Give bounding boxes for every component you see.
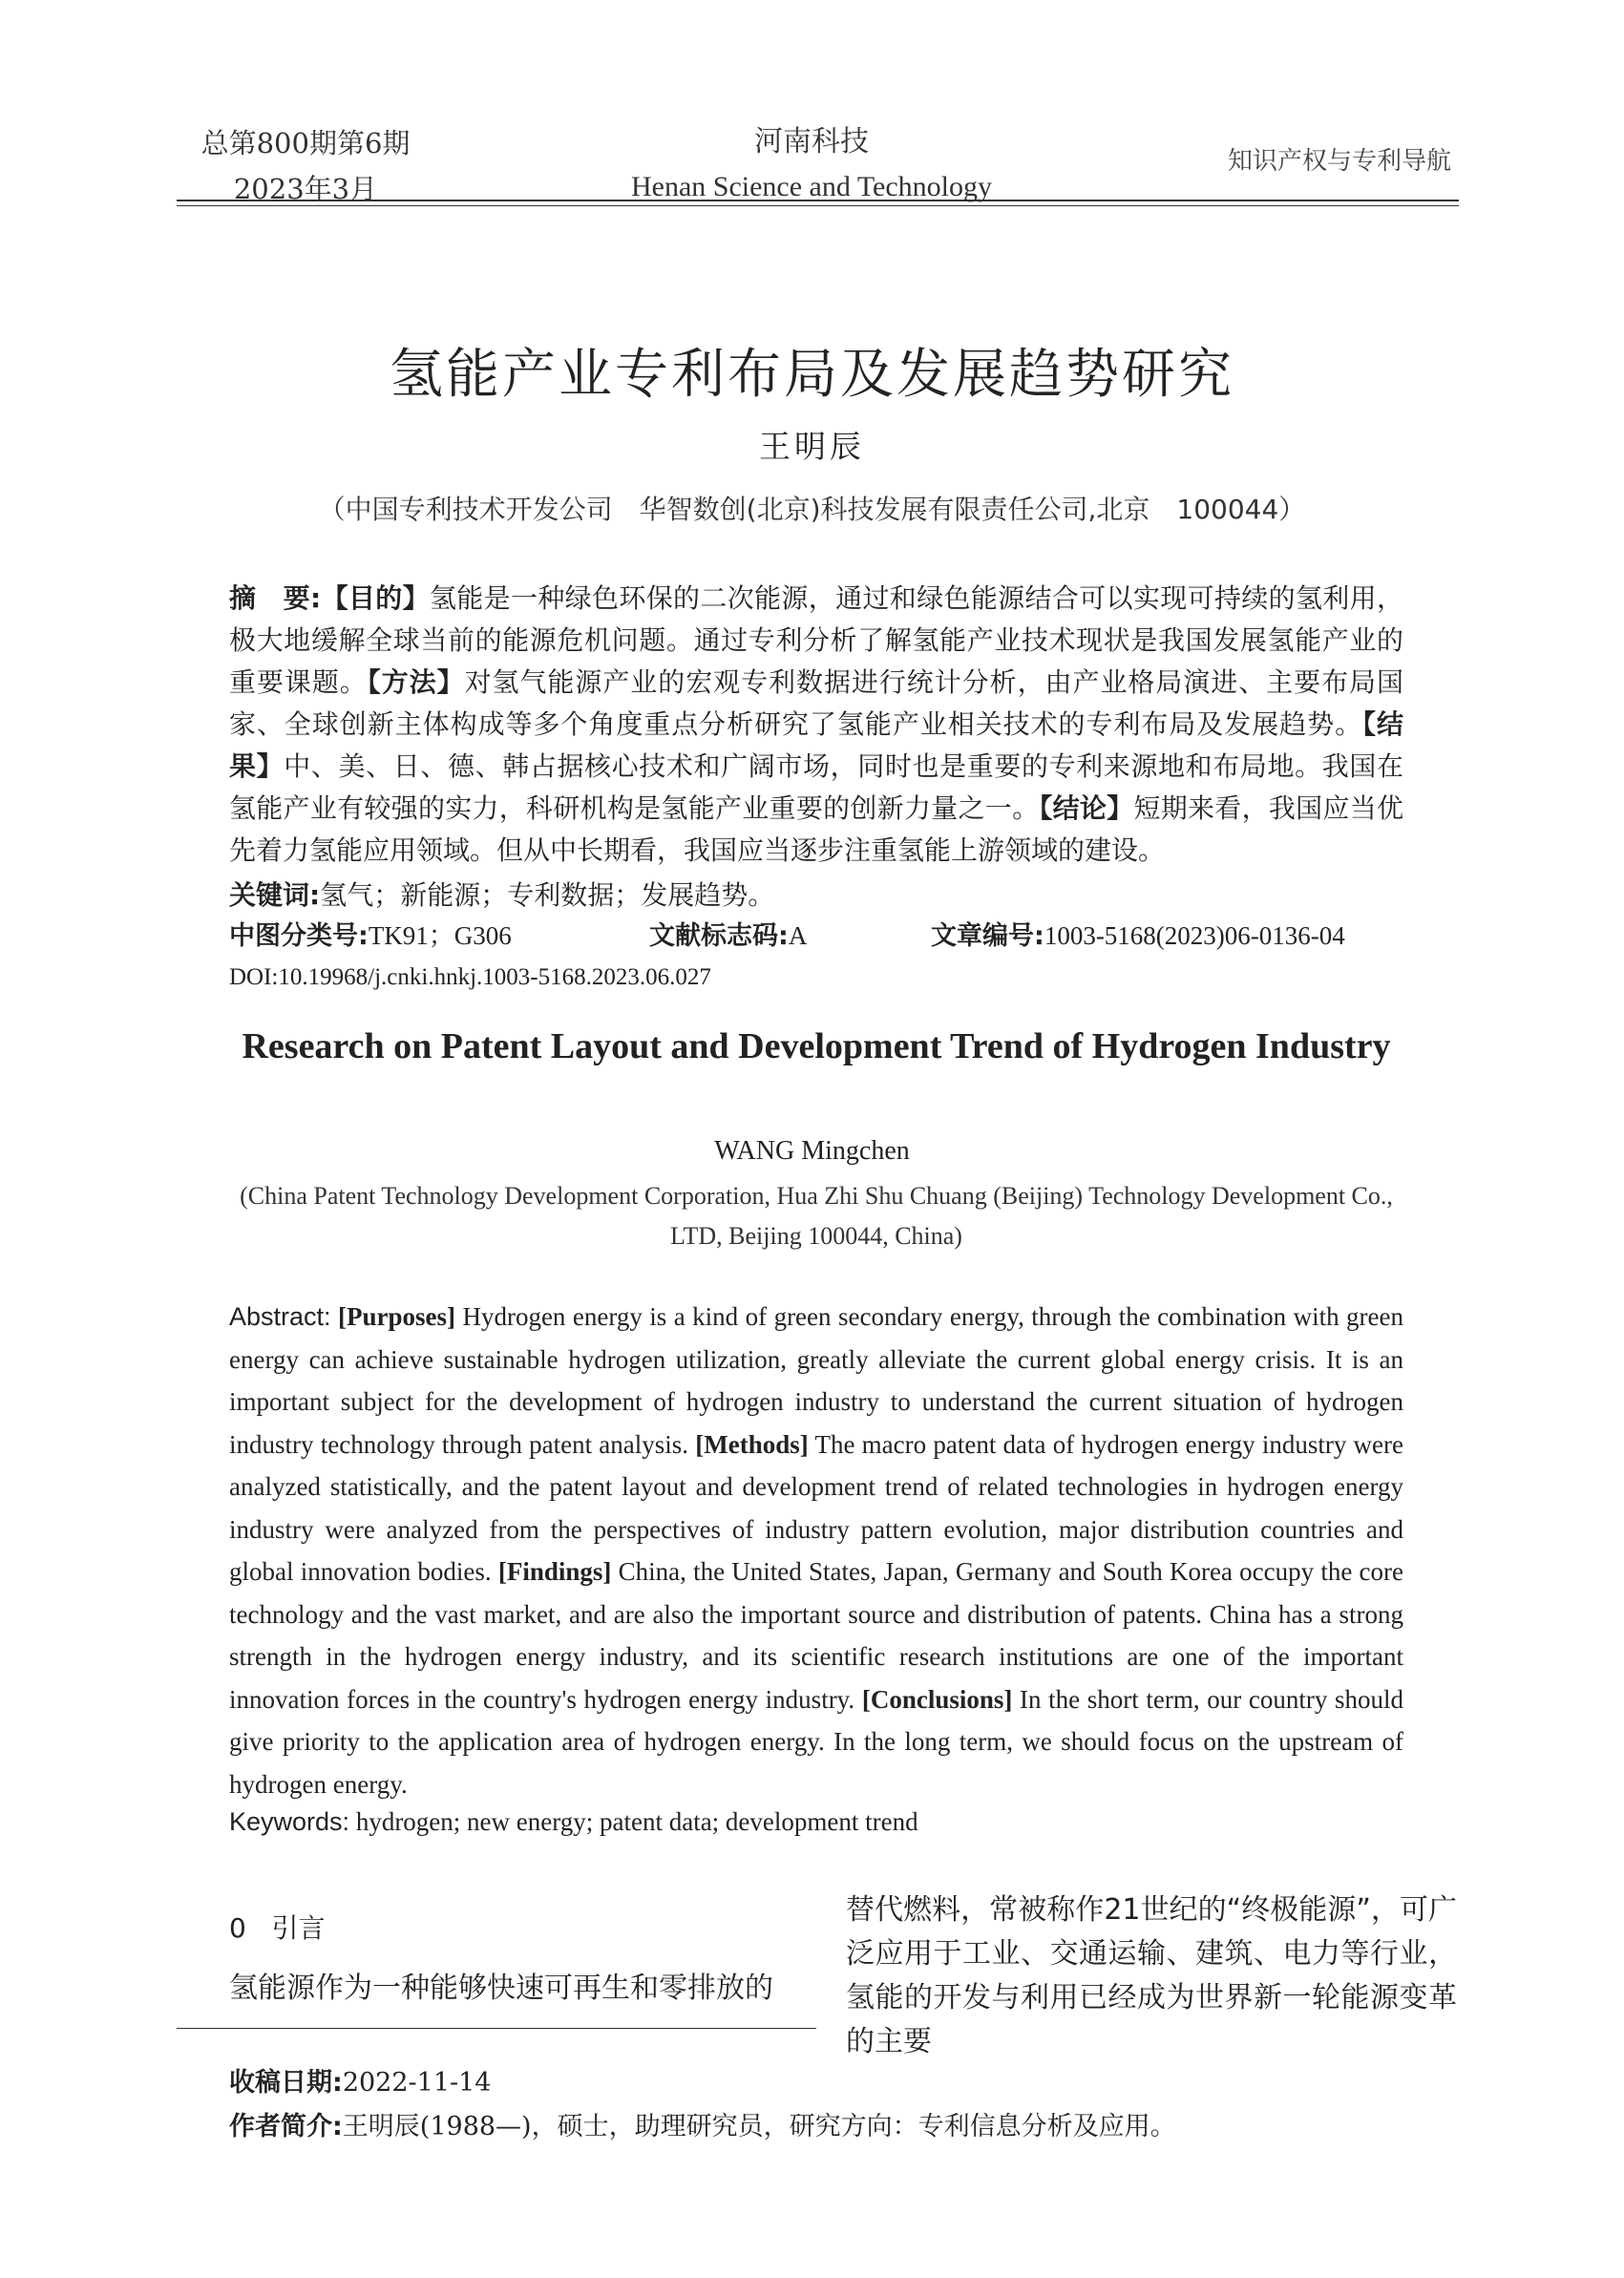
keywords-cn <box>229 876 1403 915</box>
received-value: 2022-11-14 <box>342 2068 492 2098</box>
author-bio-label: 作者简介: <box>229 2112 343 2141</box>
header-rule-thick <box>177 200 1459 201</box>
classification-row <box>229 917 1413 956</box>
issue-info <box>191 120 420 212</box>
author-bio <box>229 2106 1176 2148</box>
doc-code-label: 文献标志码: <box>649 921 789 951</box>
conclusions-label-en: [Conclusions] <box>861 1684 1013 1714</box>
keywords-cn-label: 关键词: <box>229 879 321 911</box>
method-label-cn: 【方法】 <box>367 666 465 698</box>
affiliation-en: (China Patent Technology Development Corporation, Hua Zhi Shu Chuang (Beijing) Technology Development Co., LTD, Beijing 100044, China) <box>240 1182 1393 1250</box>
abstract-en <box>229 1296 1403 1805</box>
doc-code-field <box>649 917 931 956</box>
purposes-text-en: Hydrogen energy is a kind of green secondary energy, through the combination with green energy can achieve sustainable hydrogen utilization, greatly alleviate the current global energy crisis. It is an important subject for the development of hydrogen industry to understand the current situation of hydrogen industry technology through patent analysis. <box>229 1302 1403 1459</box>
body-column-right: 替代燃料，常被称作21世纪的“终极能源”，可广泛应用于工业、交通运输、建筑、电力等行业，氢能的开发与利用已经成为世界新一轮能源变革的主要 <box>846 1893 1457 2058</box>
received-date <box>229 2062 491 2104</box>
result-text-cn: 中、美、日、德、韩占据核心技术和广阔市场，同时也是重要的专利来源地和布局地。我国在氢能产业有较强的实力，科研机构是氢能产业重要的创新力量之一。 <box>229 750 1403 824</box>
author-bio-text: 王明辰(1988—)，硕士，助理研究员，研究方向：专利信息分析及应用。 <box>342 2112 1176 2141</box>
author-name-cn: 王明辰 <box>759 428 865 465</box>
keywords-cn-text: 氢气；新能源；专利数据；发展趋势。 <box>320 879 775 911</box>
paper-title-cn: 氢能产业专利布局及发展趋势研究 <box>390 344 1234 406</box>
conclusions-text-en: In the short term, our country should give priority to the application area of hydrogen energy. In the long term, we should focus on the upstream of hydrogen energy. <box>229 1684 1403 1799</box>
section-heading <box>229 1908 326 1946</box>
body-column-left: 氢能源作为一种能够快速可再生和零排放的 <box>229 1972 773 2005</box>
article-number-field <box>931 921 1345 950</box>
methods-label-en: [Methods] <box>695 1429 809 1459</box>
article-number-label: 文章编号: <box>931 921 1044 951</box>
journal-name <box>563 120 1060 210</box>
abstract-en-label: Abstract: <box>229 1302 331 1331</box>
clc-field <box>229 917 649 956</box>
journal-name-cn: 河南科技 <box>754 125 869 158</box>
conclusion-label-cn: 【结论】 <box>1039 792 1134 824</box>
article-number-value: 1003-5168(2023)06-0136-04 <box>1044 921 1345 950</box>
clc-value: TK91；G306 <box>368 921 512 950</box>
findings-label-en: [Findings] <box>497 1557 612 1586</box>
journal-name-en: Henan Science and Technology <box>630 171 993 202</box>
keywords-en-label: Keywords: <box>229 1807 350 1836</box>
header-rule-thin <box>177 205 1459 206</box>
result-label-cn: 【结果】 <box>229 708 1403 782</box>
keywords-en <box>229 1803 1403 1841</box>
purpose-text-cn: 氢能是一种绿色环保的二次能源，通过和绿色能源结合可以实现可持续的氢利用，极大地缓解全球当前的能源危机问题。通过专利分析了解氢能产业技术现状是我国发展氢能产业的重要课题。 <box>229 582 1403 698</box>
method-text-cn: 对氢气能源产业的宏观专利数据进行统计分析，由产业格局演进、主要布局国家、全球创新主体构成等多个角度重点分析研究了氢能产业相关技术的专利布局及发展趋势。 <box>229 666 1403 740</box>
purposes-label-en: [Purposes] <box>338 1302 455 1331</box>
doi: DOI:10.19968/j.cnki.hnkj.1003-5168.2023.06.027 <box>229 964 711 990</box>
issue-number: 总第800期第6期 <box>200 127 411 159</box>
received-label: 收稿日期: <box>229 2068 343 2098</box>
paper-title-en: Research on Patent Layout and Development Trend of Hydrogen Industry <box>242 1026 1391 1066</box>
section-title: 引言 <box>271 1912 326 1944</box>
footnote-rule <box>177 2028 816 2029</box>
keywords-en-text: hydrogen; new energy; patent data; development trend <box>349 1807 918 1836</box>
issue-date: 2023年3月 <box>233 173 378 205</box>
abstract-cn <box>229 578 1403 872</box>
findings-text-en: China, the United States, Japan, Germany and South Korea occupy the core technology and the vast market, and are also the important source and distribution of patents. China has a strong strength in the hydrogen energy industry, and its scientific research institutions are one of the important innovation forces in the country's hydrogen energy industry. <box>229 1557 1404 1714</box>
affiliation-cn: （中国专利技术开发公司 华智数创(北京)科技发展有限责任公司,北京 100044） <box>318 494 1306 525</box>
conclusion-text-cn: 短期来看，我国应当优先着力氢能应用领域。但从中长期看，我国应当逐步注重氢能上游领域的建设。 <box>229 792 1403 866</box>
methods-text-en: The macro patent data of hydrogen energy industry were analyzed statistically, and the patent layout and development trend of related technologies in hydrogen energy industry were analyzed from the perspectives of industry pattern evolution, major distribution countries and global innovation bodies. <box>229 1429 1403 1586</box>
clc-label: 中图分类号: <box>229 921 369 951</box>
purpose-label-cn: 【目的】 <box>321 582 430 614</box>
column-name: 知识产权与专利导航 <box>1227 147 1451 176</box>
author-name-en: WANG Mingchen <box>714 1136 910 1166</box>
section-number: 0 <box>229 1912 246 1944</box>
abstract-cn-label: 摘 要: <box>229 582 322 614</box>
doc-code-value: A <box>788 921 808 950</box>
